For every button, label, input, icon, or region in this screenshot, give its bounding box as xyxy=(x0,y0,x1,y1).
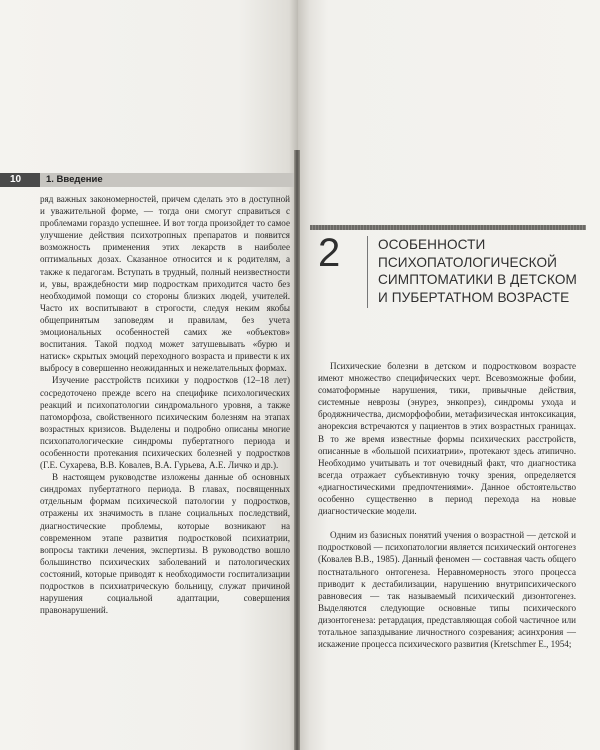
left-page-body xyxy=(40,193,290,616)
book-gutter xyxy=(294,150,300,750)
right-page-body xyxy=(318,360,576,650)
chapter-title-line: СИМПТОМАТИКИ В ДЕТСКОМ xyxy=(378,272,577,287)
chapter-divider xyxy=(367,236,368,308)
running-head-title: 1. Введение xyxy=(40,173,298,187)
paragraph: Одним из базисных понятий учения о возрастной — детской и подростковой — психопатологии является психический онтогенез (Ковалев В.В., 1985). Данный феномен — составная часть общего постнатального онтогенеза. Неравномерность этого процесса приводит к дестабилизации, нарушению внутрипсихического равновесия — так называемый психический дизонтогенез. Выделяются следующие основные типы психического дизонтогенеза: ретардация, представляющая собой частичное или тотальное запаздывание личностного созревания; асинхрония — искажение процесса психического развития (Kretschmer E., 1954; xyxy=(318,530,576,650)
page-number: 10 xyxy=(0,173,40,187)
running-head xyxy=(0,173,298,187)
paragraph: ряд важных закономерностей, причем сделать это в доступной и уважительной форме, — тогда они смогут справиться с проблемами гораздо успешнее. И вот тогда произойдет то самое улучшение действия психотропных препаратов и появится возможность применения этих лекарств в наиболее оптимальных дозах. Сказанное относится и к родителям, а также к педагогам. Вступать в трудный, полный неизвестности и, увы, враждебности мир подросткам приходится часто без необходимой помощи со стороны близких людей, учителей. Часто их воспитывают в строгости, следуя неким якобы общепринятым заповедям и правилам, без учета эмоциональных особенностей самих же «объектов» воспитания. Такой подход может затушевывать «бурю и натиск» скрытых эмоций переходного возраста и привести к их выбросу в совершенно неожиданных и нежелательных формах. xyxy=(40,194,290,374)
chapter-title-line: И ПУБЕРТАТНОМ ВОЗРАСТЕ xyxy=(378,289,570,305)
chapter-header-bar xyxy=(310,225,586,230)
left-page xyxy=(0,0,298,750)
chapter-title-line: ОСОБЕННОСТИ xyxy=(378,237,486,252)
chapter-title-line: ПСИХОПАТОЛОГИЧЕСКОЙ xyxy=(378,254,558,270)
chapter-title xyxy=(378,236,588,306)
paragraph: Психические болезни в детском и подростковом возрасте имеют множество специфических черт. Всевозможные фобии, соматоформные нарушения, тики, привычные действия, системные неврозы (энурез, энкопрез), синдромы ухода и бродяжничества, дисморфофобии, метафизическая интоксикация, анорексия встречаются у пациентов в этих возрастных границах. В то же время известные формы психических расстройств, описанные в «большой психиатрии», протекают здесь атипично. Необходимо учитывать и тот очевидный факт, что диагностика всегда отражает субъективную точку зрения, определяется «диагностическими предпочтениями». Данное обстоятельство особенно существенно в период перехода на новые диагностические модели. xyxy=(318,361,576,517)
chapter-number: 2 xyxy=(318,231,341,275)
paragraph: Изучение расстройств психики у подростков (12–18 лет) сосредоточено прежде всего на специфике психологических реакций и психопатологии синдромального уровня, а также патоморфоза, свойственного психическим болезням на этапах возрастных кризисов. Выделены и подробно описаны многие психопатологические синдромы пубертатного периода и особенности протекания психических болезней у подростков (Г.Е. Сухарева, В.В. Ковалев, В.А. Гурьева, А.Е. Личко и др.). xyxy=(40,375,290,471)
paragraph: В настоящем руководстве изложены данные об основных синдромах пубертатного периода. В главах, посвященных отдельным формам психической патологии у подростков, отражены их значимость в плане социальных последствий, диагностические проблемы, которые возникают на современном этапе развития подростковой психиатрии, вопросы тактики лечения, экспертизы. В руководство вошло большинство психических заболеваний и патологических состояний, которые приводят к необходимости госпитализации подростков в психиатрическую больницу, служат причиной нарушения социальной адаптации, совершения правонарушений. xyxy=(40,472,290,616)
